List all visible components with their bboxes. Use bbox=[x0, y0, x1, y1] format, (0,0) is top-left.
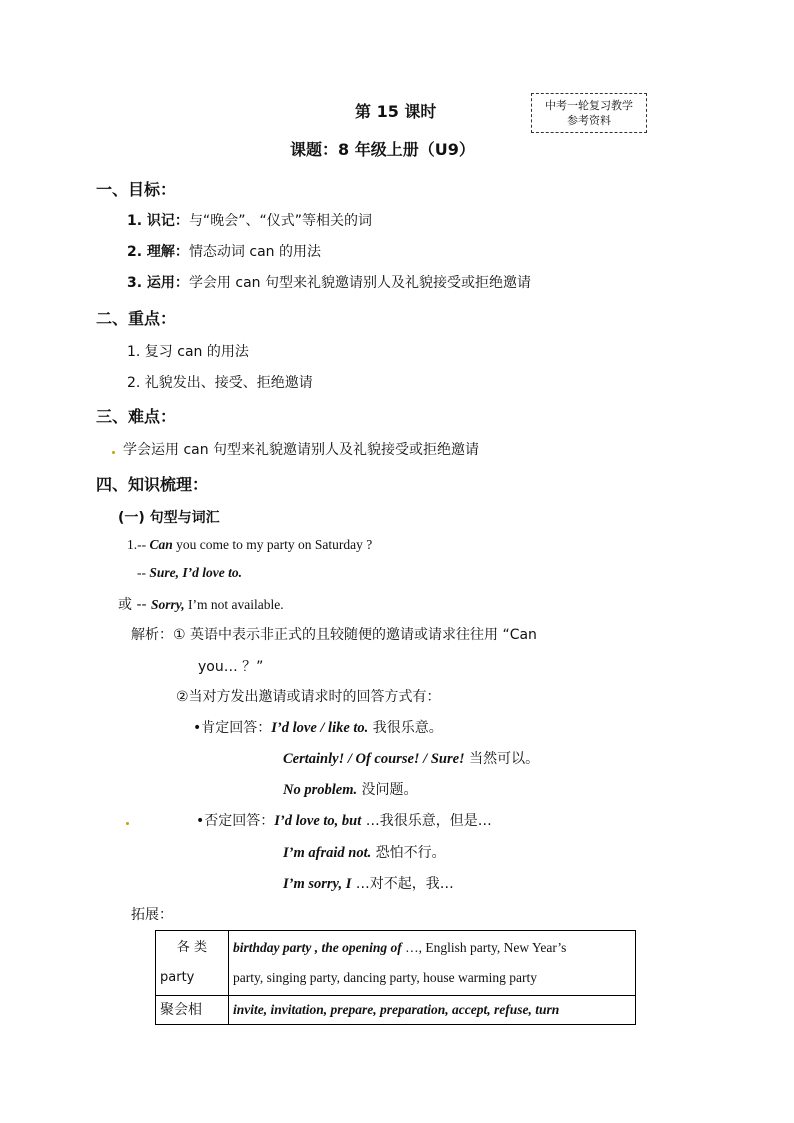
section-knowledge-heading: 四、知识梳理： bbox=[96, 475, 209, 494]
positive-answer-2 bbox=[283, 748, 539, 768]
section-goals-heading: 一、目标： bbox=[96, 180, 177, 199]
key-point-2: 2. 礼貌发出、接受、拒绝邀请 bbox=[127, 375, 313, 391]
parties-line-2: party, singing party, dancing party, house warming party bbox=[233, 970, 538, 985]
section-key-points-heading: 二、重点： bbox=[96, 309, 177, 328]
neg-1-cn: …我很乐意，但是… bbox=[361, 813, 492, 829]
pos-label: •肯定回答： bbox=[193, 720, 272, 736]
negative-answer-1 bbox=[196, 810, 492, 830]
bullet-dot bbox=[112, 451, 115, 454]
a1-dash: -- bbox=[137, 565, 150, 580]
table-cell-category bbox=[156, 931, 229, 996]
lesson-title: 第 15 课时 bbox=[355, 102, 437, 121]
analysis-line-1 bbox=[131, 624, 537, 644]
a1-text: Sure, I’d love to. bbox=[149, 565, 242, 580]
analysis-label: 解析： bbox=[131, 627, 173, 643]
goal-label: 2. 理解： bbox=[127, 244, 189, 260]
a2-or: 或 -- bbox=[118, 597, 152, 613]
pos-2-cn: 当然可以。 bbox=[464, 751, 540, 767]
parties-line-1 bbox=[233, 933, 631, 963]
negative-answer-3 bbox=[283, 873, 454, 893]
table-cell-related-words: invite, invitation, prepare, preparation, accept, refuse, turn bbox=[229, 996, 636, 1025]
q-num: 1.-- bbox=[127, 537, 150, 552]
neg-3-cn: …对不起，我… bbox=[351, 876, 454, 892]
reference-badge bbox=[531, 93, 647, 133]
q-can: Can bbox=[149, 537, 173, 552]
goal-item-1 bbox=[127, 210, 372, 230]
key-point-1: 1. 复习 can 的用法 bbox=[127, 344, 249, 360]
positive-answer-3 bbox=[283, 779, 418, 799]
difficulty-text: 学会运用 can 句型来礼貌邀请别人及礼貌接受或拒绝邀请 bbox=[123, 442, 480, 458]
pos-2-en: Certainly! / Of course! / Sure! bbox=[283, 751, 465, 767]
goal-text: 情态动词 can 的用法 bbox=[188, 244, 321, 260]
extension-table bbox=[155, 930, 636, 1025]
goal-item-2 bbox=[127, 241, 321, 261]
badge-line-2: 参考资料 bbox=[567, 114, 611, 127]
table-cell-parties bbox=[229, 931, 636, 996]
negative-answer-2 bbox=[283, 842, 446, 862]
neg-2-cn: 恐怕不行。 bbox=[371, 845, 446, 861]
goal-label: 1. 识记： bbox=[127, 213, 189, 229]
sub-heading-patterns: (一) 句型与词汇 bbox=[118, 510, 220, 526]
category-line-2: party bbox=[160, 970, 195, 985]
goal-text: 学会用 can 句型来礼貌邀请别人及礼貌接受或拒绝邀请 bbox=[188, 275, 531, 291]
table-row bbox=[156, 996, 636, 1025]
analysis-line-2: ②当对方发出邀请或请求时的回答方式有： bbox=[176, 689, 441, 705]
a2-bold: Sorry, bbox=[151, 597, 185, 612]
topic-title: 课题：8 年级上册（U9） bbox=[290, 140, 475, 159]
a2-rest: I’m not available. bbox=[184, 597, 284, 612]
extension-label: 拓展： bbox=[131, 907, 173, 923]
category-line-1: 各 类 bbox=[176, 940, 208, 955]
pos-1-en: I’d love / like to. bbox=[271, 720, 369, 736]
goal-item-3 bbox=[127, 272, 531, 292]
pos-3-en: No problem. bbox=[283, 782, 358, 798]
table-row bbox=[156, 931, 636, 996]
analysis-line-1b: you… ？” bbox=[198, 659, 264, 675]
q-rest: you come to my party on Saturday ? bbox=[172, 537, 373, 552]
goal-label: 3. 运用： bbox=[127, 275, 189, 291]
pos-1-cn: 我很乐意。 bbox=[368, 720, 443, 736]
parties-rest: …, English party, New Year’s bbox=[401, 940, 567, 955]
neg-label: •否定回答： bbox=[196, 813, 275, 829]
pos-3-cn: 没问题。 bbox=[357, 782, 418, 798]
parties-bold: birthday party , the opening of bbox=[233, 940, 402, 955]
goal-text: 与“晚会”、“仪式”等相关的词 bbox=[188, 213, 372, 229]
analysis-text-1: ① 英语中表示非正式的且较随便的邀请或请求往往用 “Can bbox=[173, 627, 537, 643]
bullet-dot bbox=[126, 822, 129, 825]
neg-3-en: I’m sorry, I bbox=[283, 876, 352, 892]
positive-answer-1 bbox=[193, 717, 443, 737]
neg-1-en: I’d love to, but bbox=[274, 813, 362, 829]
badge-line-1: 中考一轮复习教学 bbox=[545, 99, 633, 112]
section-difficulty-heading: 三、难点： bbox=[96, 407, 177, 426]
table-cell-related: 聚会相 bbox=[156, 996, 229, 1025]
answer-positive-line bbox=[137, 565, 242, 581]
neg-2-en: I’m afraid not. bbox=[283, 845, 372, 861]
question-line bbox=[127, 537, 372, 553]
answer-negative-line bbox=[118, 594, 284, 614]
